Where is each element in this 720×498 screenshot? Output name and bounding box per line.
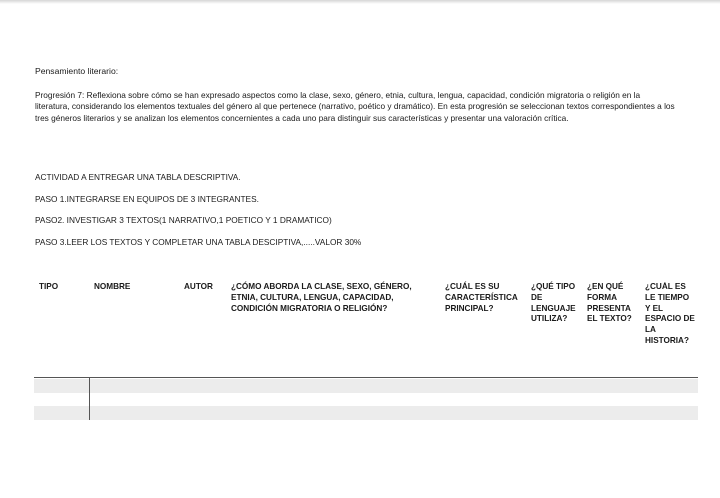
section-title: Pensamiento literario: [35,66,119,76]
header-tipo: TIPO [39,282,59,291]
header-nombre: NOMBRE [94,282,131,291]
column-divider [89,378,90,420]
header-rule [34,377,698,378]
step-1-line: PASO 1.INTEGRARSE EN EQUIPOS DE 3 INTEGRANTES. [35,193,259,204]
header-forma: ¿EN QUÉ FORMA PRESENTA EL TEXTO? [587,282,632,324]
header-caracteristica: ¿CUÁL ES SU CARACTERÍSTICA PRINCIPAL? [445,282,518,313]
table-row [34,379,698,393]
document-body [35,66,675,124]
step-2-line: PASO2. INVESTIGAR 3 TEXTOS(1 NARRATIVO,1 POETICO Y 1 DRAMATICO) [35,215,332,225]
progression-paragraph: Progresión 7: Reflexiona sobre cómo se han expresado aspectos como la clase, sexo, género, etnia, cultura, lengua, capacidad, condición migratoria o religión en la literatura, considerando los elementos textuales del género al que pertenece (narrativo, poético y dramático). En esta progresión se seleccionan textos correspondientes a los tres géneros literarios y se analizan los elementos concernientes a cada uno para distinguir sus características y presentar una valoración crítica. [35,90,675,123]
header-lenguaje: ¿QUÉ TIPO DE LENGUAJE UTILIZA? [531,282,576,324]
activity-line: ACTIVIDAD A ENTREGAR UNA TABLA DESCRIPTIVA. [35,172,241,182]
activity-instructions [35,172,361,258]
header-autor: AUTOR [184,282,213,291]
top-edge-shadow [0,0,720,4]
step-3-line: PASO 3.LEER LOS TEXTOS Y COMPLETAR UNA TABLA DESCIPTIVA,.....VALOR 30% [35,236,362,247]
header-como-aborda: ¿CÓMO ABORDA LA CLASE, SEXO, GÉNERO, ETNIA, CULTURA, LENGUA, CAPACIDAD, CONDICIÓN MIGRATORIA O RELIGIÓN? [231,282,412,313]
header-tiempo-espacio: ¿CUÁL ES LE TIEMPO Y EL ESPACIO DE LA HISTORIA? [645,282,695,345]
table-row [34,406,698,420]
